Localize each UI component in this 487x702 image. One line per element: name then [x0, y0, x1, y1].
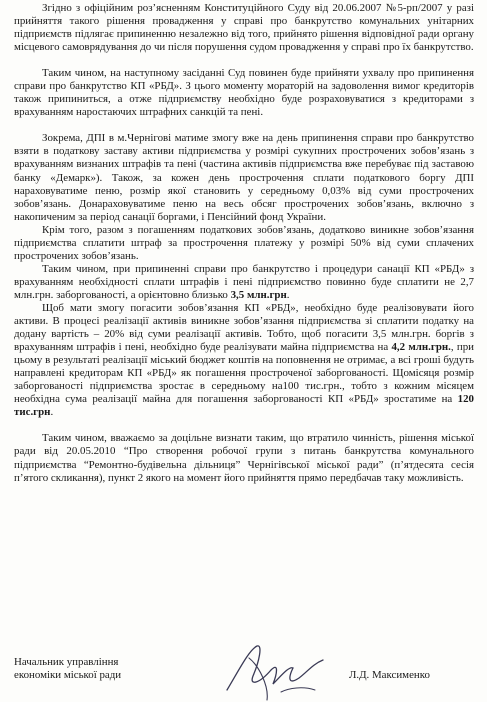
signatory-position-line-1: Начальник управління: [14, 656, 119, 668]
paragraph-6: [14, 302, 474, 419]
text-run: Таким чином, при припиненні справи про банкрутство і процедури санації КП «РБД» з врахуванням необхідності сплати штрафів і пені підприємство повинно буде сплатити не 2,7 млн.грн. заборгованості, а орієнтовно близько: [14, 262, 474, 301]
text-run: Таким чином, вважаємо за доцільне визнати таким, що втратило чинність, рішення міської ради від 20.05.2010 “Про створення робочої групи з питань банкрутства комунального підприємства “Ремонтно-будівельна дільниця” Чернігівської міської ради” (п’ятдесята сесія п’ятого скликання), пункт 2 якого на момент його прийняття прямо передбачав таку можливість.: [14, 432, 474, 484]
signature-block: [14, 648, 474, 700]
emphasized-amount: 4,2 млн.грн.: [391, 341, 451, 354]
text-run: Крім того, разом з погашенням податкових зобов’язань, додатково виникне зобов’язання підприємства сплатити штраф за прострочення платежу у розмірі 50% від суми сплачених прострочених зобов’язань.: [14, 223, 474, 262]
signatory-name: Л.Д. Максименко: [349, 669, 430, 681]
signatory-position: [14, 656, 121, 682]
paragraph-3: [14, 132, 474, 223]
emphasized-amount: 120 тис.грн: [14, 393, 474, 419]
signatory-position-line-2: економіки міської ради: [14, 669, 122, 681]
handwritten-signature: [219, 640, 329, 702]
text-run: Таким чином, на наступному засіданні Суд повинен буде прийняти ухвалу про припинення справи про банкрутство КП «РБД». З цього моменту мораторій на задоволення вимог кредиторів також припиниться, а отже підприємству необхідно буде розраховуватися з кредиторами з врахуванням наростаючих штрафних санкцій та пені.: [14, 67, 474, 119]
paragraph-5: [14, 263, 474, 302]
document-body: [14, 2, 474, 485]
paragraph-2: [14, 67, 474, 119]
text-run: Зокрема, ДПІ в м.Чернігові матиме змогу вже на день припинення справи про банкрутство взяти в податкову заставу активи підприємства у розмірі сукупних прострочених зобов’язань з врахуванням визнаних штрафів та пені (частина активів підприємства вже перебуває під заставою банку «Демарк»). Також, за кожен день прострочення сплати податкового боргу ДПІ нараховуватиме пеню, розмір якої становить у середньому 0,03% від суми прострочених зобов’язань. Донараховуватиме пеню на весь обсяг прострочених зобов’язань, включно з накопиченим за період санації боргами, і Пенсійний фонд України.: [14, 132, 474, 223]
text-run: Згідно з офіційним роз’ясненням Конституційного Суду від 20.06.2007 №5-рп/2007 у разі прийняття такого рішення провадження у справі про банкрутство комунальних унітарних підприємств підлягає припиненню незалежно від того, прийнято рішення відповідної ради органу місцевого самоврядування до чи після порушення судом провадження у справі про їх банкрутство.: [14, 2, 474, 54]
paragraph-7: [14, 432, 474, 484]
paragraph-4: [14, 224, 474, 263]
emphasized-amount: 3,5 млн.грн: [230, 288, 287, 301]
text-run: .: [50, 406, 54, 419]
paragraph-1: [14, 2, 474, 54]
text-run: .: [286, 288, 290, 301]
text-run: , при цьому в результаті реалізації міський бюджет коштів на поповнення не отримає, а всі гроші будуть направлені кредиторам КП «РБД» як погашення простроченої заборгованості. Щомісяця розмір заборгованості підприємства зростає в середньому на100 тис.грн., тобто з кожним місяцем необхідна сума реалізації майна для погашення заборгованості КП «РБД» зростатиме на: [14, 341, 474, 406]
text-run: Щоб мати змогу погасити зобов’язання КП «РБД», необхідно буде реалізовувати його активи. В процесі реалізації активів виникне зобов’язання підприємства зі сплатити податку на додану вартість – 20% від суми реалізації активів. Тобто, щоб погасити 3,5 млн.грн. боргів з врахуванням штрафів і пені, необхідно буде реалізувати майна підприємства на: [14, 301, 474, 354]
